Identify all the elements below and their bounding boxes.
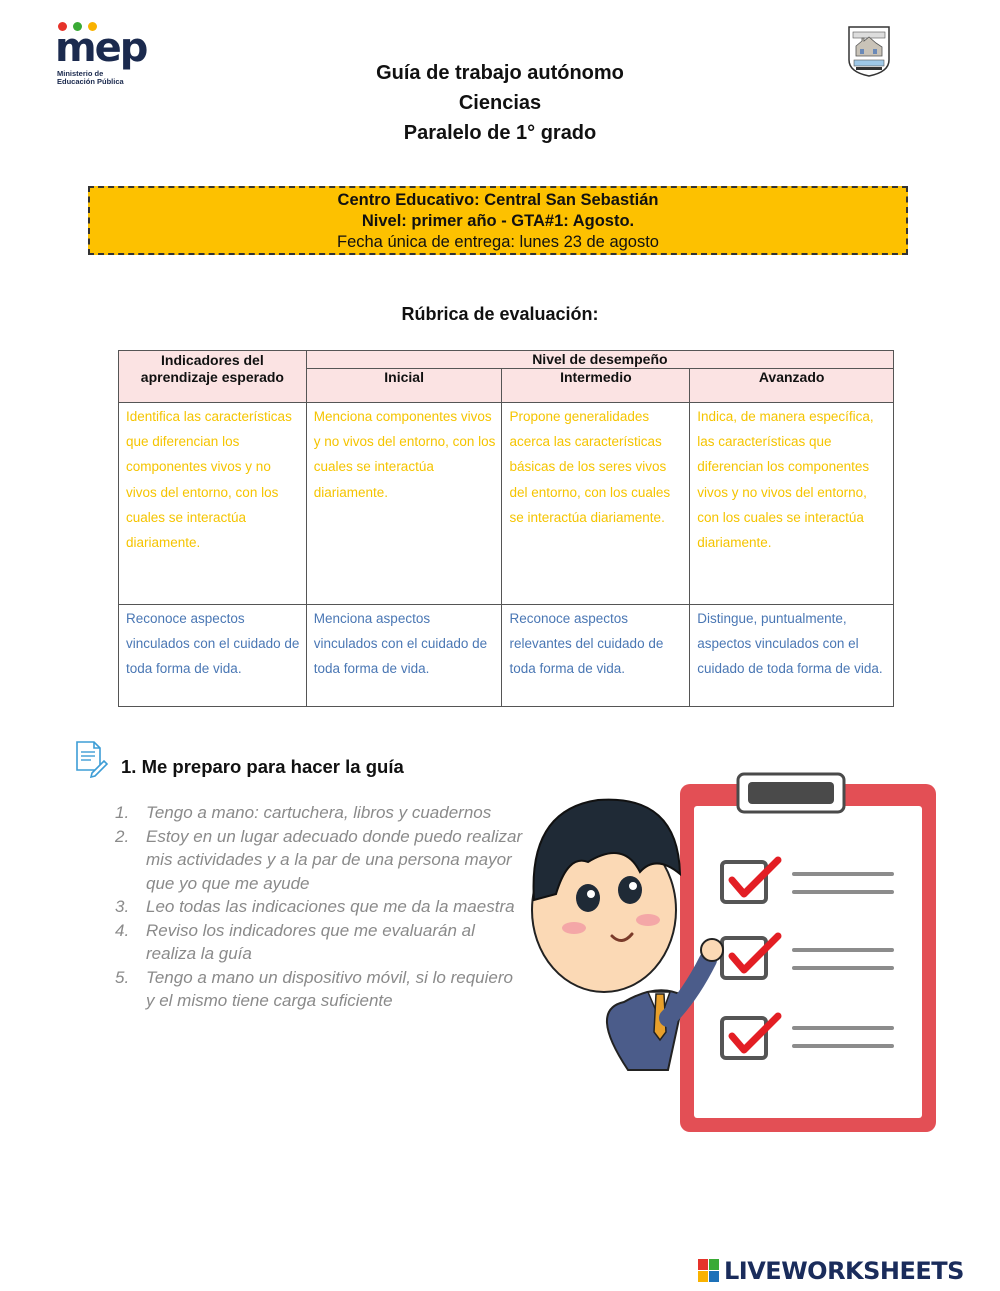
list-item-number: 2. bbox=[115, 826, 130, 846]
list-item-text: Tengo a mano un dispositivo móvil, si lo requiero y el mismo tiene carga suficiente bbox=[146, 967, 513, 1010]
liveworksheets-badge-icon bbox=[698, 1259, 720, 1283]
level-avanzado-header: Avanzado bbox=[690, 369, 894, 403]
level-info: Nivel: primer año - GTA#1: Agosto. bbox=[361, 212, 635, 230]
school-info-box bbox=[88, 186, 908, 255]
list-item bbox=[115, 966, 525, 1013]
logo-line-2: Educación Pública bbox=[57, 77, 124, 86]
due-date: Fecha única de entrega: lunes 23 de agosto bbox=[337, 233, 659, 251]
title-block bbox=[0, 58, 1000, 148]
document-pencil-icon bbox=[74, 740, 108, 778]
list-item-number: 3. bbox=[115, 897, 130, 916]
table-row bbox=[119, 403, 894, 605]
section-title: 1. Me preparo para hacer la guía bbox=[121, 756, 404, 777]
school-name: Centro Educativo: Central San Sebastián bbox=[337, 191, 659, 209]
row1-indicator: Identifica las características que diferencian los componentes vivos y no vivos del entorno, con los cuales se interactúa diariamente. bbox=[119, 403, 307, 605]
table-row bbox=[119, 605, 894, 707]
title-line-3: Paralelo de 1° grado bbox=[403, 122, 597, 144]
title-line-2: Ciencias bbox=[458, 92, 542, 114]
list-item bbox=[115, 801, 525, 825]
list-item bbox=[115, 895, 525, 919]
boy-with-checklist-icon bbox=[528, 770, 940, 1136]
level-intermedio-header: Intermedio bbox=[502, 369, 690, 403]
row2-intermedio: Reconoce aspectos relevantes del cuidado de toda forma de vida. bbox=[502, 605, 690, 707]
logo-word: mep bbox=[55, 25, 147, 71]
row1-intermedio: Propone generalidades acerca las características básicas de los seres vivos del entorno, con los cuales se interactúa diariamente. bbox=[502, 403, 690, 605]
level-header: Nivel de desempeño bbox=[306, 351, 893, 369]
row1-inicial: Menciona componentes vivos y no vivos del entorno, con los cuales se interactúa diariamente. bbox=[306, 403, 502, 605]
row2-inicial: Menciona aspectos vinculados con el cuidado de toda forma de vida. bbox=[306, 605, 502, 707]
list-item-text: Leo todas las indicaciones que me da la maestra bbox=[146, 897, 515, 916]
list-item-text: Reviso los indicadores que me evaluarán al realiza la guía bbox=[146, 920, 475, 963]
level-inicial-header: Inicial bbox=[306, 369, 502, 403]
liveworksheets-brand: LIVEWORKSHEETS bbox=[724, 1257, 964, 1285]
list-item-text: Estoy en un lugar adecuado donde puedo realizar mis actividades y a la par de una persona mayor que yo que me ayude bbox=[146, 826, 523, 893]
row1-avanzado: Indica, de manera específica, las características que diferencian los componentes vivos y no vivos del entorno, con los cuales se interactúa diariamente. bbox=[690, 403, 894, 605]
list-item-number: 4. bbox=[115, 920, 130, 940]
indicator-header: Indicadores del aprendizaje esperado bbox=[119, 351, 307, 403]
row2-indicator: Reconoce aspectos vinculados con el cuidado de toda forma de vida. bbox=[119, 605, 307, 707]
row2-avanzado: Distingue, puntualmente, aspectos vinculados con el cuidado de toda forma de vida. bbox=[690, 605, 894, 707]
list-item-number: 5. bbox=[115, 967, 130, 987]
list-item-number: 1. bbox=[115, 803, 130, 822]
liveworksheets-logo bbox=[698, 1256, 964, 1286]
logo-line-1: Ministerio de bbox=[57, 69, 104, 78]
list-item bbox=[115, 825, 525, 896]
list-item-text: Tengo a mano: cartuchera, libros y cuadernos bbox=[146, 803, 492, 822]
title-line-1: Guía de trabajo autónomo bbox=[376, 62, 624, 84]
rubric-title: Rúbrica de evaluación: bbox=[401, 304, 599, 324]
list-item bbox=[115, 919, 525, 966]
rubric-table bbox=[118, 350, 894, 707]
preparation-list bbox=[115, 801, 525, 1013]
